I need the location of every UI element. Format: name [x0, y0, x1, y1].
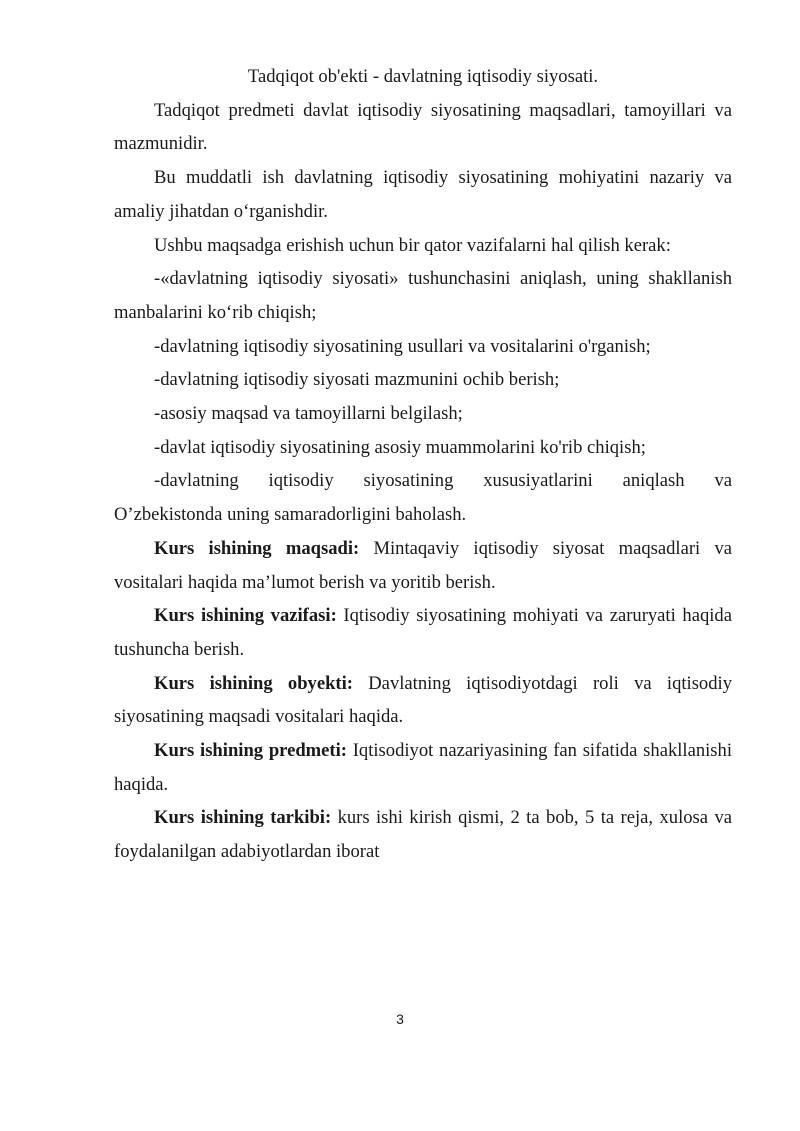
task-item: -asosiy maqsad va tamoyillarni belgilash; [154, 403, 463, 425]
course-subject-paragraph [114, 734, 732, 801]
tasks-intro-paragraph: Ushbu maqsadga erishish uchun bir qator vazifalarni hal qilish kerak: [154, 234, 671, 256]
course-task-label: Kurs ishining vazifasi: [154, 605, 337, 627]
research-subject-paragraph: Tadqiqot predmeti davlat iqtisodiy siyosatining maqsadlari, tamoyillari va mazmunidir. [114, 99, 732, 155]
course-goal-label: Kurs ishining maqsadi: [154, 537, 360, 559]
course-object-paragraph [114, 667, 732, 734]
course-goal-paragraph [114, 532, 732, 599]
work-purpose-paragraph: Bu muddatli ish davlatning iqtisodiy siyosatining mohiyatini nazariy va amaliy jihatdan o‘rganishdir. [114, 167, 732, 222]
research-object-heading: Tadqiqot ob'ekti - davlatning iqtisodiy siyosati. [247, 66, 599, 87]
course-subject-label: Kurs ishining predmeti: [154, 740, 347, 762]
course-object-label: Kurs ishining obyekti: [154, 672, 353, 694]
course-structure-label: Kurs ishining tarkibi: [154, 807, 332, 829]
task-item-last-line1: -davlatning iqtisodiy siyosatining xususiyatlarini aniqlash va [154, 470, 732, 492]
course-structure-text: kurs ishi kirish qismi, 2 ta bob, 5 ta reja, xulosa va foydalanilgan adabiyotlardan iborat [114, 807, 732, 863]
task-item-last-line2: O’zbekistonda uning samaradorligini baholash. [114, 504, 467, 526]
task-item: -«davlatning iqtisodiy siyosati» tushunchasini aniqlash, uning shakllanish manbalarini ko‘rib chiqish; [114, 268, 732, 323]
course-goal-text: Mintaqaviy iqtisodiy siyosat maqsadlari va vositalari haqida ma’lumot berish va yoritib berish. [114, 537, 732, 593]
course-task-paragraph [114, 599, 732, 666]
course-subject-text: Iqtisodiyot nazariyasining fan sifatida shakllanishi haqida. [114, 740, 732, 795]
course-object-text: Davlatning iqtisodiyotdagi roli va iqtisodiy siyosatining maqsadi vositalari haqida. [114, 672, 732, 728]
task-item: -davlat iqtisodiy siyosatining asosiy muammolarini ko'rib chiqish; [154, 436, 646, 458]
page-number: 3 [396, 1011, 404, 1027]
task-item: -davlatning iqtisodiy siyosati mazmunini ochib berish; [154, 369, 560, 391]
document-body [114, 60, 732, 869]
task-item: -davlatning iqtisodiy siyosatining usullari va vositalarini o'rganish; [154, 335, 651, 357]
course-structure-paragraph [114, 801, 732, 868]
course-task-text: Iqtisodiy siyosatining mohiyati va zaruryati haqida tushuncha berish. [114, 605, 732, 660]
